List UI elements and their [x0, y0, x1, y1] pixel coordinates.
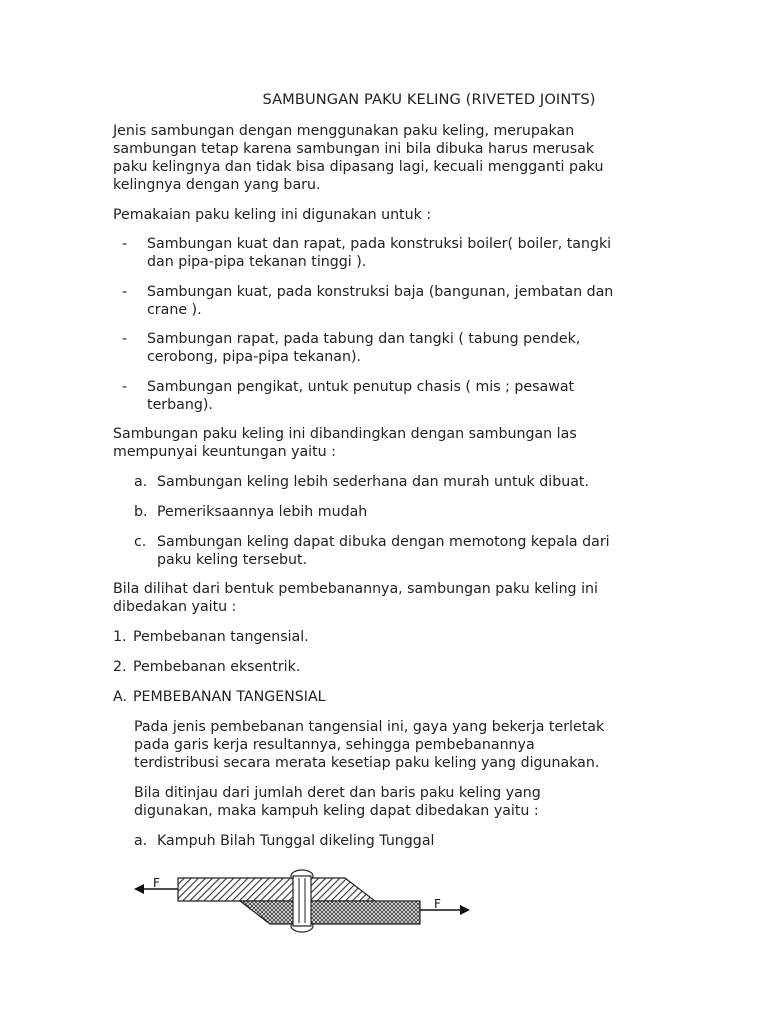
list-letter: b.	[134, 504, 148, 520]
list-item-line: Sambungan keling lebih sederhana dan murah untuk dibuat.	[157, 474, 589, 490]
paragraph-line: digunakan, maka kampuh keling dapat dibedakan yaitu :	[134, 803, 539, 819]
list-item-line: dan pipa-pipa tekanan tinggi ).	[147, 254, 367, 270]
section-heading-text: PEMBEBANAN TANGENSIAL	[133, 689, 326, 705]
section-a-paragraph-2	[134, 784, 654, 820]
intro-line: Jenis sambungan dengan menggunakan paku keling, merupakan	[113, 123, 575, 139]
list-item-line: cerobong, pipa-pipa tekanan).	[147, 349, 362, 365]
list-item-line: Sambungan rapat, pada tabung dan tangki ( tabung pendek,	[147, 331, 581, 347]
list-item-line: Sambungan kuat, pada konstruksi baja (bangunan, jembatan dan	[147, 284, 614, 300]
top-plate	[178, 878, 375, 901]
list-dash: -	[122, 331, 128, 347]
intro-line: paku kelingnya dan tidak bisa dipasang lagi, kecuali mengganti paku	[113, 159, 604, 175]
list-item-line: paku keling tersebut.	[157, 552, 308, 568]
paragraph-line: Bila dilihat dari bentuk pembebanannya, sambungan paku keling ini	[113, 581, 598, 597]
advantages-paragraph	[113, 425, 658, 461]
bottom-plate	[240, 901, 420, 924]
intro-paragraph	[113, 122, 658, 194]
list-item-text: Pembebanan tangensial.	[133, 629, 309, 645]
intro-line: kelingnya dengan yang baru.	[113, 177, 321, 193]
riveted-joint-figure	[130, 868, 480, 944]
section-letter: A.	[113, 689, 127, 705]
list-item-line: Sambungan kuat dan rapat, pada konstruksi boiler( boiler, tangki	[147, 236, 612, 252]
force-label-right: F	[434, 897, 441, 911]
paragraph-line: Pada jenis pembebanan tangensial ini, gaya yang bekerja terletak	[134, 719, 605, 735]
riveted-joint-diagram	[130, 868, 480, 944]
list-item-line: Pemeriksaannya lebih mudah	[157, 504, 368, 520]
list-number: 1.	[113, 629, 127, 645]
list-item-line: Sambungan keling dapat dibuka dengan memotong kepala dari	[157, 534, 610, 550]
list-letter: a.	[134, 474, 148, 490]
intro-line: sambungan tetap karena sambungan ini bila dibuka harus merusak	[113, 141, 595, 157]
list-letter: a.	[134, 833, 148, 849]
list-item-line: crane ).	[147, 302, 202, 318]
list-dash: -	[122, 284, 128, 300]
paragraph-line: Bila ditinjau dari jumlah deret dan baris paku keling yang	[134, 785, 541, 801]
paragraph-line: Sambungan paku keling ini dibandingkan dengan sambungan las	[113, 426, 577, 442]
list-item-line: Sambungan pengikat, untuk penutup chasis ( mis ; pesawat	[147, 379, 575, 395]
loading-paragraph	[113, 580, 658, 616]
list-dash: -	[122, 379, 128, 395]
list-letter: c.	[134, 534, 147, 550]
force-label-left: F	[153, 876, 160, 890]
rivet	[291, 870, 313, 932]
section-a-paragraph	[134, 718, 654, 772]
paragraph-line: dibedakan yaitu :	[113, 599, 237, 615]
list-number: 2.	[113, 659, 127, 675]
page-title: SAMBUNGAN PAKU KELING (RIVETED JOINTS)	[262, 91, 596, 108]
paragraph-line: pada garis kerja resultannya, sehingga pembebanannya	[134, 737, 535, 753]
list-dash: -	[122, 236, 128, 252]
force-arrow-right	[420, 905, 470, 915]
usage-heading: Pemakaian paku keling ini digunakan untuk :	[113, 207, 432, 223]
list-item-text: Pembebanan eksentrik.	[133, 659, 301, 675]
list-item-line: terbang).	[147, 397, 213, 413]
list-item-text: Kampuh Bilah Tunggal dikeling Tunggal	[157, 833, 435, 849]
paragraph-line: mempunyai keuntungan yaitu :	[113, 444, 336, 460]
paragraph-line: terdistribusi secara merata kesetiap paku keling yang digunakan.	[134, 755, 600, 771]
